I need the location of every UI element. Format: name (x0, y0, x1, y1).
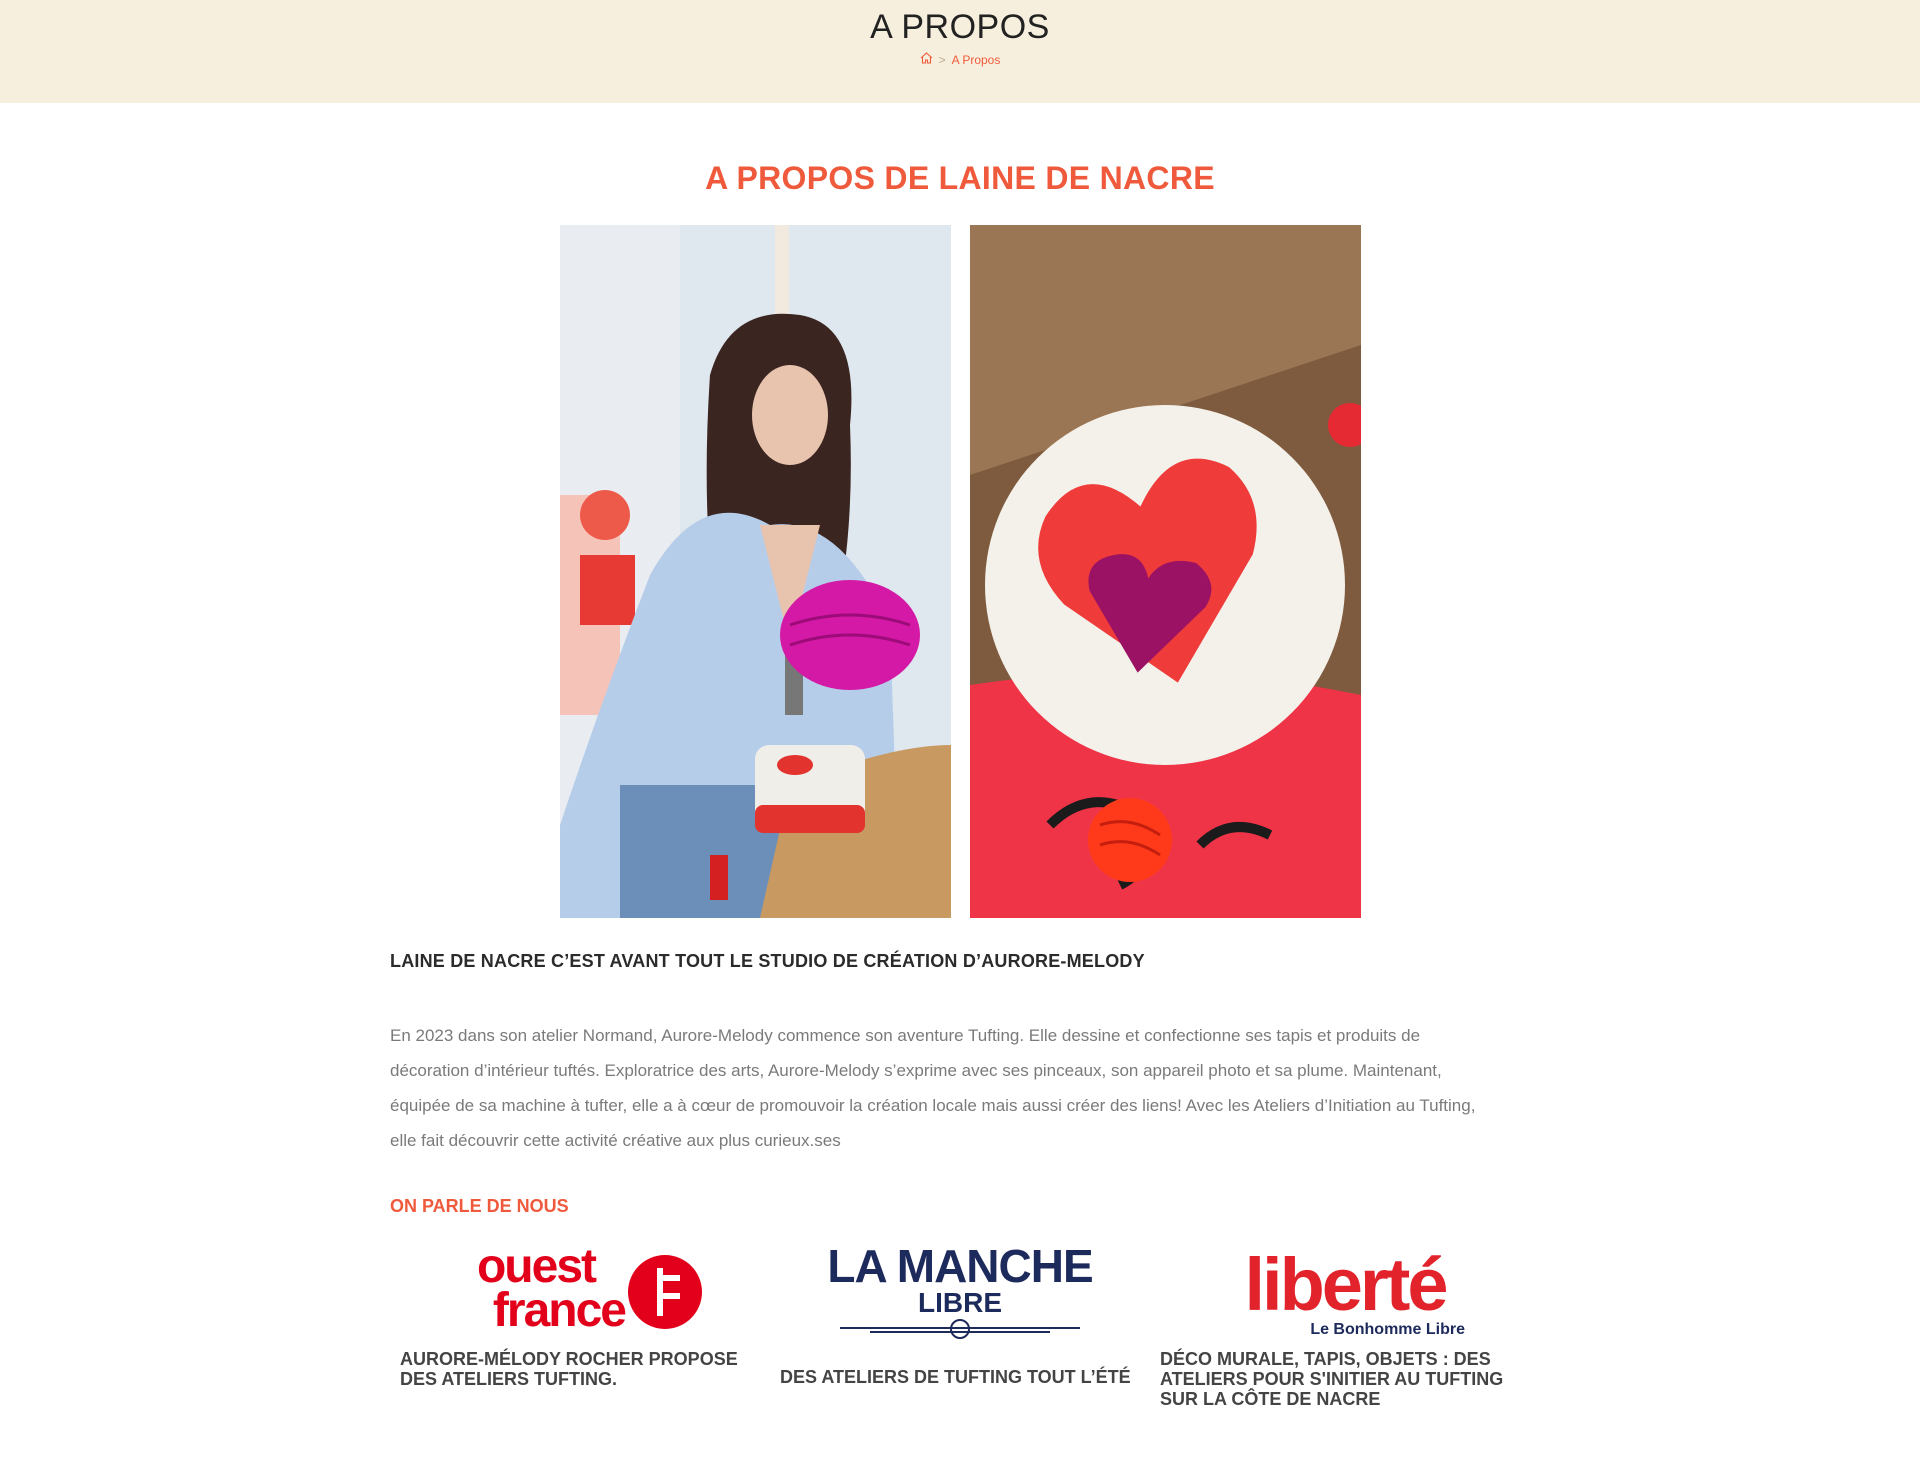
breadcrumb-current: A Propos (951, 52, 1001, 67)
caption-line: SUR LA CÔTE DE NACRE (1160, 1389, 1381, 1409)
logo-text-line1: LA MANCHE (827, 1240, 1093, 1292)
press-section-title: ON PARLE DE NOUS (390, 1196, 569, 1216)
caption-line: DES ATELIERS DE TUFTING TOUT L’ÉTÉ (780, 1367, 1131, 1387)
paragraph-line: équipée de sa machine à tufter, elle a à cœur de promouvoir la création locale mais aussi créer des liens! Avec les Ateliers d’Initiation au Tufting, (390, 1096, 1476, 1115)
paragraph-line: En 2023 dans son atelier Normand, Aurore-Melody commence son aventure Tufting. Elle dessine et confectionne ses tapis et produits de (390, 1026, 1421, 1045)
section-title: A PROPOS DE LAINE DE NACRE (705, 160, 1215, 196)
paragraph-line: décoration d’intérieur tuftés. Exploratrice des arts, Aurore-Melody s’exprime avec ses pinceaux, son appareil photo et sa plume. Maintenant, (390, 1061, 1442, 1080)
breadcrumb-home-link[interactable] (920, 52, 933, 67)
logo-text-line2: Le Bonhomme Libre (1310, 1321, 1465, 1338)
press-logo-la-manche-libre[interactable] (810, 1240, 1110, 1340)
page-header (0, 0, 1920, 103)
breadcrumb (0, 52, 1920, 67)
press-caption[interactable] (1160, 1349, 1530, 1409)
about-paragraph (390, 1018, 1520, 1158)
photo-aurore-melody (560, 225, 951, 918)
caption-line: DÉCO MURALE, TAPIS, OBJETS : DES (1160, 1349, 1491, 1369)
photo-heart-rug (970, 225, 1361, 918)
home-icon (920, 52, 933, 64)
page-title: A PROPOS (870, 8, 1050, 46)
caption-line: ATELIERS POUR S'INITIER AU TUFTING (1160, 1369, 1504, 1389)
breadcrumb-separator: > (938, 52, 946, 67)
logo-text-line2: LIBRE (918, 1287, 1002, 1318)
about-subheading: LAINE DE NACRE C’EST AVANT TOUT LE STUDIO DE CRÉATION D’AURORE-MELODY (390, 951, 1145, 971)
logo-text-line1: ouest (476, 1240, 595, 1293)
logo-text-line1: liberté (1244, 1243, 1446, 1326)
press-caption[interactable] (780, 1367, 1140, 1387)
logo-text-line2: france (492, 1284, 625, 1337)
caption-line: DES ATELIERS TUFTING. (400, 1369, 618, 1389)
press-caption[interactable] (400, 1349, 760, 1389)
paragraph-line: elle fait découvrir cette activité créative aux plus curieux.ses (390, 1131, 841, 1150)
press-logo-ouest-france[interactable] (455, 1240, 705, 1340)
caption-line: AURORE-MÉLODY ROCHER PROPOSE (400, 1349, 738, 1369)
press-logo-liberte[interactable] (1210, 1240, 1480, 1340)
